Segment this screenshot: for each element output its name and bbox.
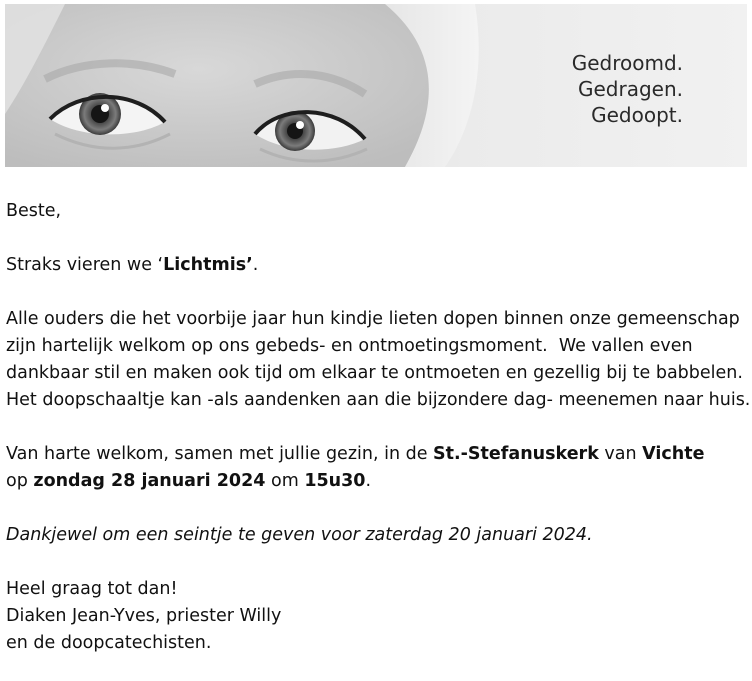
tagline-line-1: Gedroomd. (571, 51, 683, 75)
greeting: Beste, (6, 201, 62, 221)
welcome-line-1 (6, 441, 746, 468)
tagline-line-3: Gedoopt. (591, 103, 683, 127)
letter-body (6, 198, 751, 657)
line-end: . (365, 471, 372, 491)
banner-tagline (572, 50, 683, 128)
intro-prefix: Straks vieren we ‘ (6, 255, 164, 275)
welcome-middle: van (598, 444, 643, 464)
rsvp-note: Dankjewel om een seintje te geven voor zaterdag 20 januari 2024. (6, 525, 593, 545)
intro-suffix: . (252, 255, 259, 275)
body-line-2: zijn hartelijk welkom op ons gebeds- en ontmoetingsmoment. We vallen even (6, 336, 693, 356)
closing: Heel graag tot dan! (6, 579, 178, 599)
date-prefix: op (6, 471, 34, 491)
header-banner (5, 4, 747, 167)
welcome-line-2 (6, 468, 746, 495)
event-date: zondag 28 januari 2024 (33, 471, 266, 491)
town-name: Vichte (642, 444, 705, 464)
welcome-prefix: Van harte welkom, samen met jullie gezin, in de (6, 444, 434, 464)
intro-line (6, 252, 746, 279)
body-line-3: dankbaar stil en maken ook tijd om elkaar te ontmoeten en gezellig bij te babbelen. (6, 363, 743, 383)
signature-line-2: en de doopcatechisten. (6, 633, 212, 653)
time-prefix: om (265, 471, 305, 491)
tagline-line-2: Gedragen. (577, 77, 683, 101)
event-time: 15u30 (304, 471, 366, 491)
intro-event: Lichtmis’ (163, 255, 253, 275)
body-line-4: Het doopschaaltje kan -als aandenken aan die bijzondere dag- meenemen naar huis. (6, 390, 751, 410)
body-line-1: Alle ouders die het voorbije jaar hun kindje lieten dopen binnen onze gemeenschap (6, 309, 740, 329)
signature-line-1: Diaken Jean-Yves, priester Willy (6, 606, 282, 626)
church-name: St.-Stefanuskerk (433, 444, 599, 464)
